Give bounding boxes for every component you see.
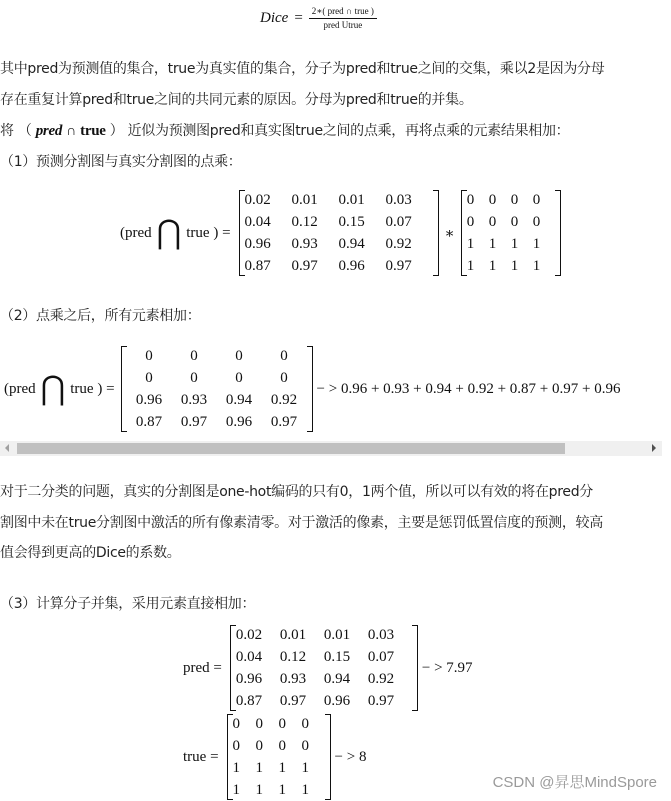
matrix-cell: 0.94 <box>323 671 351 687</box>
dice-lhs: Dice <box>260 9 289 26</box>
paragraph-line: 值会得到更高的Dice的系数。 <box>0 545 181 561</box>
matrix-cell: 0 <box>235 370 243 386</box>
matrix-cell: 1 <box>232 760 241 776</box>
matrix-cell: 0 <box>532 214 541 230</box>
step-heading-2: （2）点乘之后，所有元素相加： <box>0 308 201 324</box>
matrix-cell: 0.94 <box>338 236 365 252</box>
dice-formula: Dice = $\frac{\text{2∗( pred ∩ true )}}{\text{pred Utrue}}$ <box>260 6 377 30</box>
equation-pred-sum: pred = 0.02 0.01 0.01 0.03 0.04 0.12 0.15 0.07 0.96 0.93 0.94 0.92 0.87 0.97 0.96 0.97 − > 7.97 <box>183 624 473 712</box>
dice-fraction <box>309 6 377 30</box>
matrix-cell: 0 <box>255 716 264 732</box>
matrix-cell: 1 <box>532 236 541 252</box>
matrix-cell: 0 <box>280 348 288 364</box>
matrix-cell: 0.97 <box>385 258 412 274</box>
matrix-cell: 0.97 <box>279 693 307 709</box>
matrix-cell: 0.97 <box>367 693 395 709</box>
dice-numerator: 2∗( pred ∩ true ) <box>309 6 377 19</box>
matrix-cell: 0 <box>301 738 310 754</box>
matrix-cell: 1 <box>466 236 475 252</box>
matrix-cell: 0 <box>301 716 310 732</box>
csdn-watermark: CSDN @昇思MindSpore <box>492 774 657 791</box>
equation-true-sum: true = 0 0 0 0 0 0 0 0 1 1 1 1 1 1 1 1 − > 8 <box>183 713 366 801</box>
matrix-cell: 0 <box>466 192 475 208</box>
pred-matrix <box>239 189 439 277</box>
sum-expression: − > 0.96 + 0.93 + 0.94 + 0.92 + 0.87 + 0.97 + 0.96 <box>316 380 621 397</box>
matrix-cell: 0.93 <box>291 236 318 252</box>
matrix-cell: 0.04 <box>235 649 263 665</box>
matrix-cell: 1 <box>510 236 519 252</box>
paragraph-line: 对于二分类的问题，真实的分割图是one-hot编码的只有0，1两个值，所以可以有效的将在pred分 <box>0 484 593 500</box>
matrix-cell: 0.92 <box>367 671 395 687</box>
matrix-cell: 0.93 <box>279 671 307 687</box>
matrix-cell: 0 <box>466 214 475 230</box>
matrix-cell: 1 <box>488 236 497 252</box>
matrix-cell: 0 <box>232 738 241 754</box>
matrix-cell: 0.01 <box>279 627 307 643</box>
step-heading-1: （1）预测分割图与真实分割图的点乘： <box>0 154 242 170</box>
matrix-cell: 0 <box>510 214 519 230</box>
matrix-cell: 0 <box>280 370 288 386</box>
paragraph-line: 其中pred为预测值的集合，true为真实值的集合，分子为pred和true之间的交集，乘以2是因为分母 <box>0 61 605 77</box>
matrix-cell: 0.93 <box>180 392 208 408</box>
matrix-cell: 0 <box>488 214 497 230</box>
paragraph-line: 割图中未在true分割图中激活的所有像素清零。对于激活的像素，主要是惩罚低置信度的预测，较高 <box>0 515 603 531</box>
matrix-cell: 0.92 <box>385 236 412 252</box>
matrix-cell: 0.01 <box>338 192 365 208</box>
matrix-cell: 0.02 <box>244 192 271 208</box>
matrix-cell: 0.07 <box>385 214 412 230</box>
matrix-cell: 0.96 <box>235 671 263 687</box>
matrix-cell: 1 <box>466 258 475 274</box>
equation-sum: (pred ⋂ true ) = 0 0 0 0 0 0 0 0 0.96 0.93 0.94 0.92 0.87 0.97 0.96 0.97 − > 0.96 + 0.93 + 0.94 + 0.92 + 0.87 + 0.97 + 0.96 <box>4 345 620 433</box>
matrix-cell: 0.96 <box>323 693 351 709</box>
true-matrix <box>461 189 561 277</box>
matrix-cell: 0.87 <box>244 258 271 274</box>
matrix-cell: 1 <box>488 258 497 274</box>
matrix-cell: 0 <box>255 738 264 754</box>
matrix-cell: 0.92 <box>270 392 298 408</box>
matrix-cell: 0.96 <box>135 392 163 408</box>
scroll-left-icon[interactable] <box>5 444 9 452</box>
matrix-cell: 0 <box>488 192 497 208</box>
pred-matrix <box>230 624 418 712</box>
matrix-cell: 0.12 <box>279 649 307 665</box>
matrix-cell: 1 <box>255 760 264 776</box>
matrix-cell: 0.12 <box>291 214 318 230</box>
matrix-cell: 0.96 <box>225 414 253 430</box>
matrix-cell: 0.87 <box>235 693 263 709</box>
matrix-cell: 0.97 <box>291 258 318 274</box>
matrix-cell: 0.03 <box>367 627 395 643</box>
matrix-cell: 1 <box>532 258 541 274</box>
product-matrix <box>121 345 313 433</box>
matrix-cell: 0.94 <box>225 392 253 408</box>
matrix-cell: 0.04 <box>244 214 271 230</box>
matrix-cell: 1 <box>510 258 519 274</box>
matrix-cell: 0 <box>232 716 241 732</box>
matrix-cell: 0.01 <box>291 192 318 208</box>
matrix-cell: 0.02 <box>235 627 263 643</box>
step-heading-3: （3）计算分子并集，采用元素直接相加： <box>0 596 256 612</box>
matrix-cell: 0.01 <box>323 627 351 643</box>
scrollbar-thumb[interactable] <box>17 443 565 454</box>
matrix-cell: 1 <box>232 782 241 798</box>
matrix-cell: 0.87 <box>135 414 163 430</box>
matrix-cell: 0.97 <box>270 414 298 430</box>
matrix-cell: 1 <box>255 782 264 798</box>
horizontal-scrollbar[interactable] <box>0 441 662 456</box>
matrix-cell: 0 <box>190 348 198 364</box>
scroll-right-icon[interactable] <box>652 444 656 452</box>
matrix-cell: 0.07 <box>367 649 395 665</box>
matrix-cell: 0 <box>145 370 153 386</box>
matrix-cell: 1 <box>278 760 287 776</box>
matrix-cell: 0.96 <box>244 236 271 252</box>
matrix-cell: 1 <box>301 760 310 776</box>
matrix-cell: 0.97 <box>180 414 208 430</box>
matrix-cell: 0 <box>235 348 243 364</box>
matrix-cell: 0 <box>278 738 287 754</box>
matrix-cell: 0 <box>190 370 198 386</box>
matrix-cell: 0 <box>145 348 153 364</box>
matrix-cell: 0 <box>278 716 287 732</box>
true-matrix <box>227 713 331 801</box>
matrix-cell: 0 <box>510 192 519 208</box>
matrix-cell: 0 <box>532 192 541 208</box>
dice-denominator: pred Utrue <box>323 20 363 30</box>
matrix-cell: 0.15 <box>338 214 365 230</box>
matrix-cell: 0.96 <box>338 258 365 274</box>
paragraph-line: 存在重复计算pred和true之间的共同元素的原因。分母为pred和true的并集。 <box>0 92 473 108</box>
equation-dot-product: (pred ⋂ true ) = 0.02 0.01 0.01 0.03 0.04 0.12 0.15 0.07 0.96 0.93 0.94 0.92 0.87 0.97 0.96 0.97 ∗ 0 0 0 0 0 0 0 0 1 1 1 1 1 1 1 1 <box>120 189 561 277</box>
matrix-cell: 1 <box>278 782 287 798</box>
paragraph-line: 将 （ pred ∩ true ） 近似为预测图pred和真实图true之间的点乘，再将点乘的元素结果相加： <box>0 123 570 139</box>
matrix-cell: 0.15 <box>323 649 351 665</box>
matrix-cell: 0.03 <box>385 192 412 208</box>
matrix-cell: 1 <box>301 782 310 798</box>
